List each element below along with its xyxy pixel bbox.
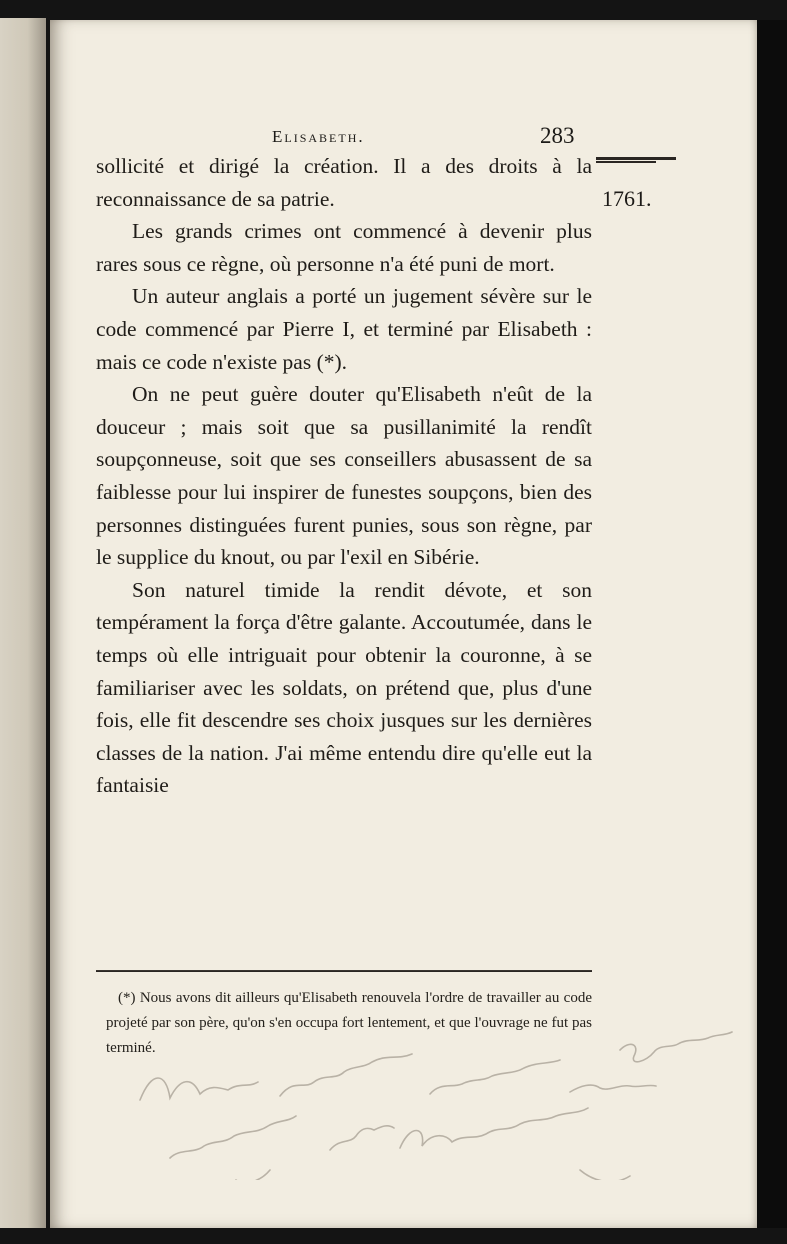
book-page	[50, 20, 757, 1228]
facing-page-edge	[0, 18, 46, 1228]
margin-rule	[596, 161, 656, 163]
paragraph: Son naturel timide la rendit dévote, et son tempérament la força d'être galante. Accoutumée, dans le temps où elle intriguait pour obtenir la couronne, à se familiariser avec les soldats, on prétend que, plus d'une fois, elle fit descendre ses choix jusques sur les dernières classes de la nation. J'ai même entendu dire qu'elle eut la fantaisie	[96, 577, 592, 798]
paragraph: Les grands crimes ont commencé à devenir plus rares sous ce règne, où personne n'a été puni de mort.	[96, 219, 592, 276]
body-text	[96, 150, 592, 802]
margin-rule	[596, 157, 676, 160]
page-number: 283	[540, 123, 575, 148]
handwritten-annotation	[100, 1020, 760, 1180]
page-right-edge	[757, 20, 787, 1228]
paragraph: Un auteur anglais a porté un jugement sévère sur le code commencé par Pierre I, et terminé par Elisabeth : mais ce code n'existe pas (*).	[96, 284, 592, 374]
handwritten-annotation-drawing	[100, 1020, 760, 1180]
footnote-divider	[96, 970, 592, 972]
footnote: (*) Nous avons dit ailleurs qu'Elisabeth renouvela l'ordre de travailler au code projeté par son père, qu'on s'en occupa fort lentement, et que l'ouvrage ne fut pas terminé.	[106, 990, 592, 1056]
paragraph: On ne peut guère douter qu'Elisabeth n'eût de la douceur ; mais soit que sa pusillanimité la rendît soupçonneuse, soit que ses conseillers abusassent de sa faiblesse pour lui inspirer de funestes soupçons, bien des personnes distinguées furent punies, sous son règne, par le supplice du knout, ou par l'exil en Sibérie.	[96, 382, 592, 570]
paragraph: sollicité et dirigé la création. Il a des droits à la reconnaissance de sa patrie.	[96, 154, 592, 211]
running-head: Elisabeth.	[272, 127, 365, 146]
margin-year: 1761.	[602, 186, 652, 211]
